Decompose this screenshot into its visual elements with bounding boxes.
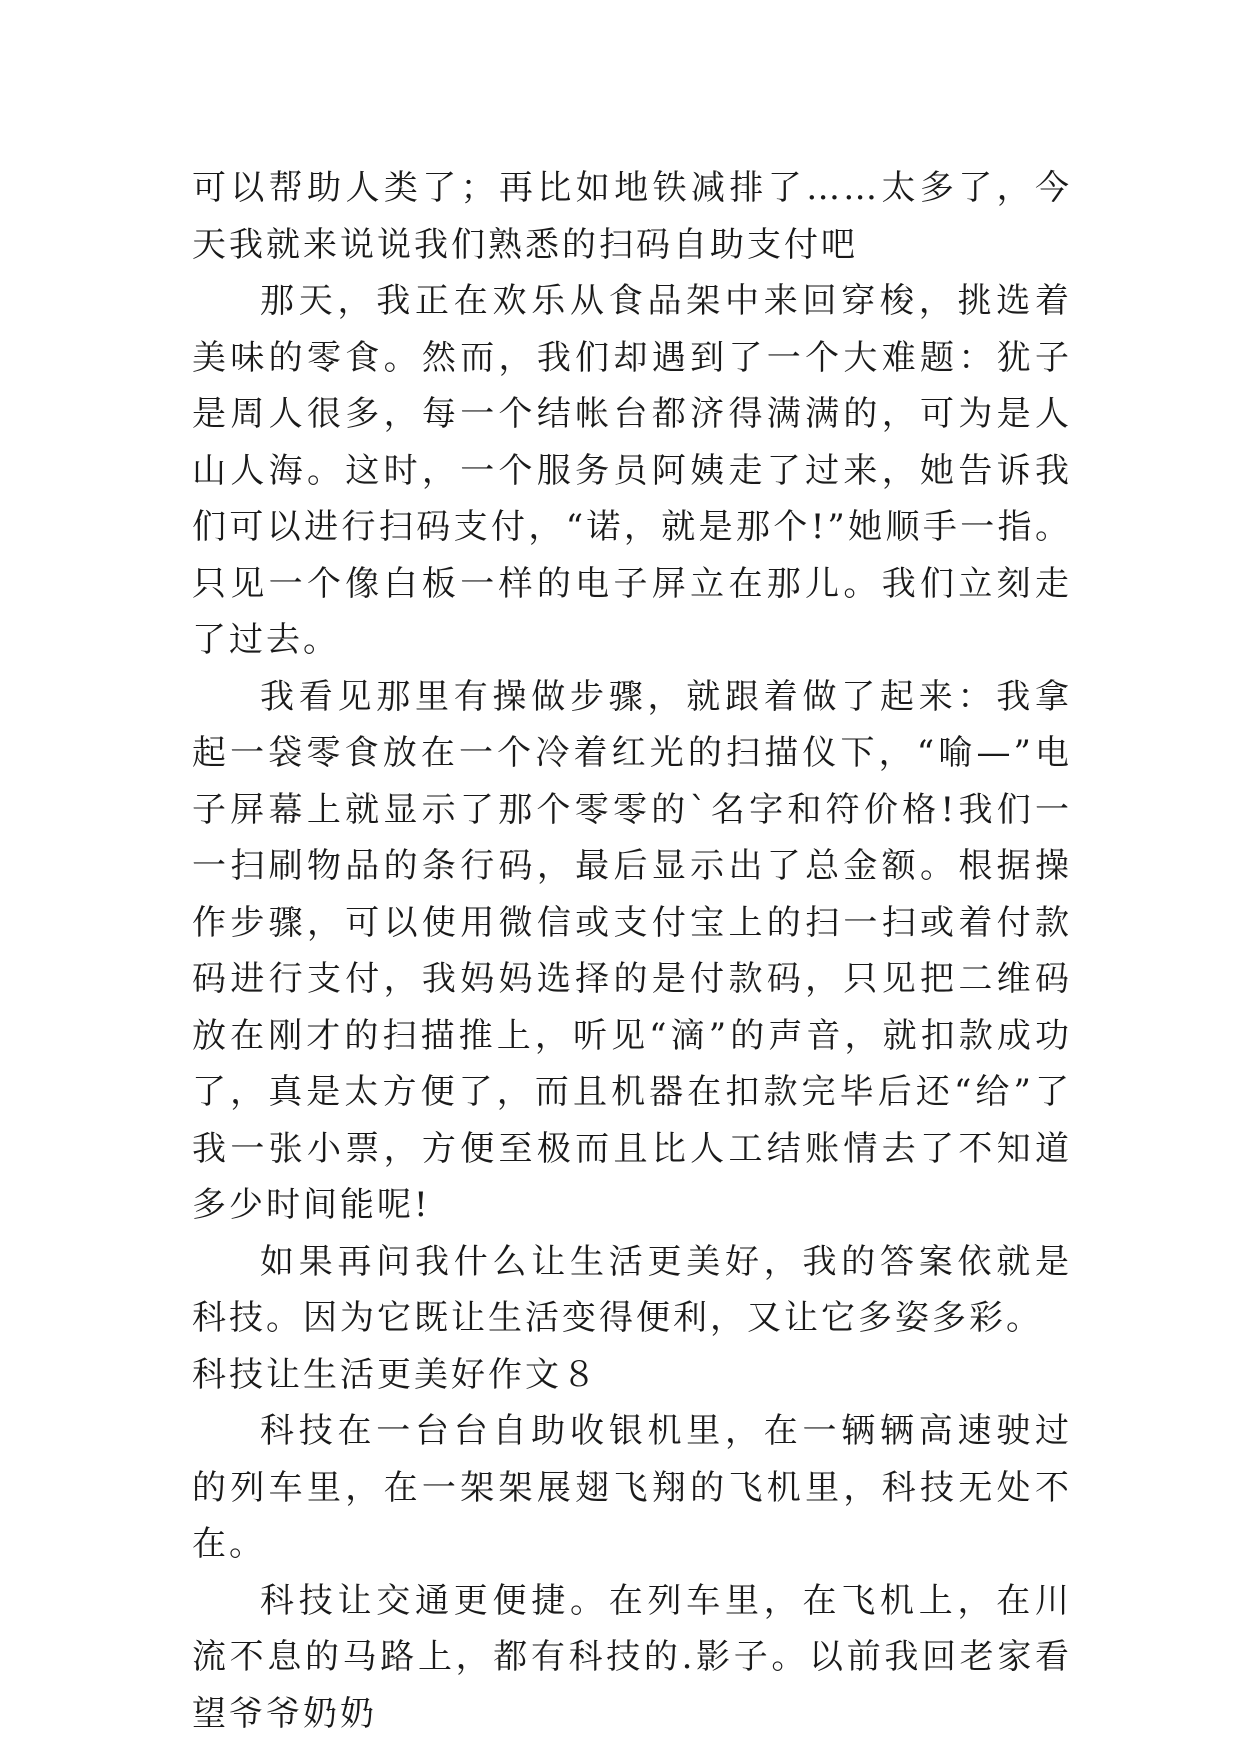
paragraph-tech-everywhere: 科技在一台台自助收银机里，在一辆辆高速驶过的列车里，在一架架展翅飞翔的飞机里，科技无处不在。: [192, 1411, 1072, 1564]
paragraph-continuation: 可以帮助人类了；再比如地铁减排了……太多了，今天我就来说说我们熟悉的扫码自助支付吧: [192, 168, 1072, 265]
paragraph-scan-steps: 我看见那里有操做步骤，就跟着做了起来：我拿起一袋零食放在一个冷着红光的扫描仪下，“喻—”电子屏幕上就显示了那个零零的`名字和符价格!我们一一扫刷物品的条行码，最后显示出了总金额。根据操作步骤，可以使用微信或支付宝上的扫一扫或着付款码进行支付，我妈妈选择的是付款码，只见把二维码放在刚才的扫描推上，听见“滴”的声音，就扣款成功了，真是太方便了，而且机器在扣款完毕后还“给”了我一张小票，方便至极而且比人工结账情去了不知道多少时间能呢!: [192, 676, 1072, 1225]
essay-heading: 科技让生活更美好作文８: [192, 1354, 599, 1395]
essay-body: [192, 160, 1072, 1742]
paragraph-conclusion: 如果再问我什么让生活更美好，我的答案依就是科技。因为它既让生活变得便利，又让它多姿多彩。: [192, 1241, 1072, 1338]
paragraph-transport: 科技让交通更便捷。在列车里，在飞机上，在川流不息的马路上，都有科技的.影子。以前我回老家看望爷爷奶奶: [192, 1580, 1072, 1734]
paragraph-checkout-story: 那天，我正在欢乐从食品架中来回穿梭，挑选着美味的零食。然而，我们却遇到了一个大难题：犹子是周人很多，每一个结帐台都济得满满的，可为是人山人海。这时，一个服务员阿姨走了过来，她告诉我们可以进行扫码支付，“诺，就是那个!”她顺手一指。只见一个像白板一样的电子屏立在那儿。我们立刻走了过去。: [192, 281, 1072, 660]
